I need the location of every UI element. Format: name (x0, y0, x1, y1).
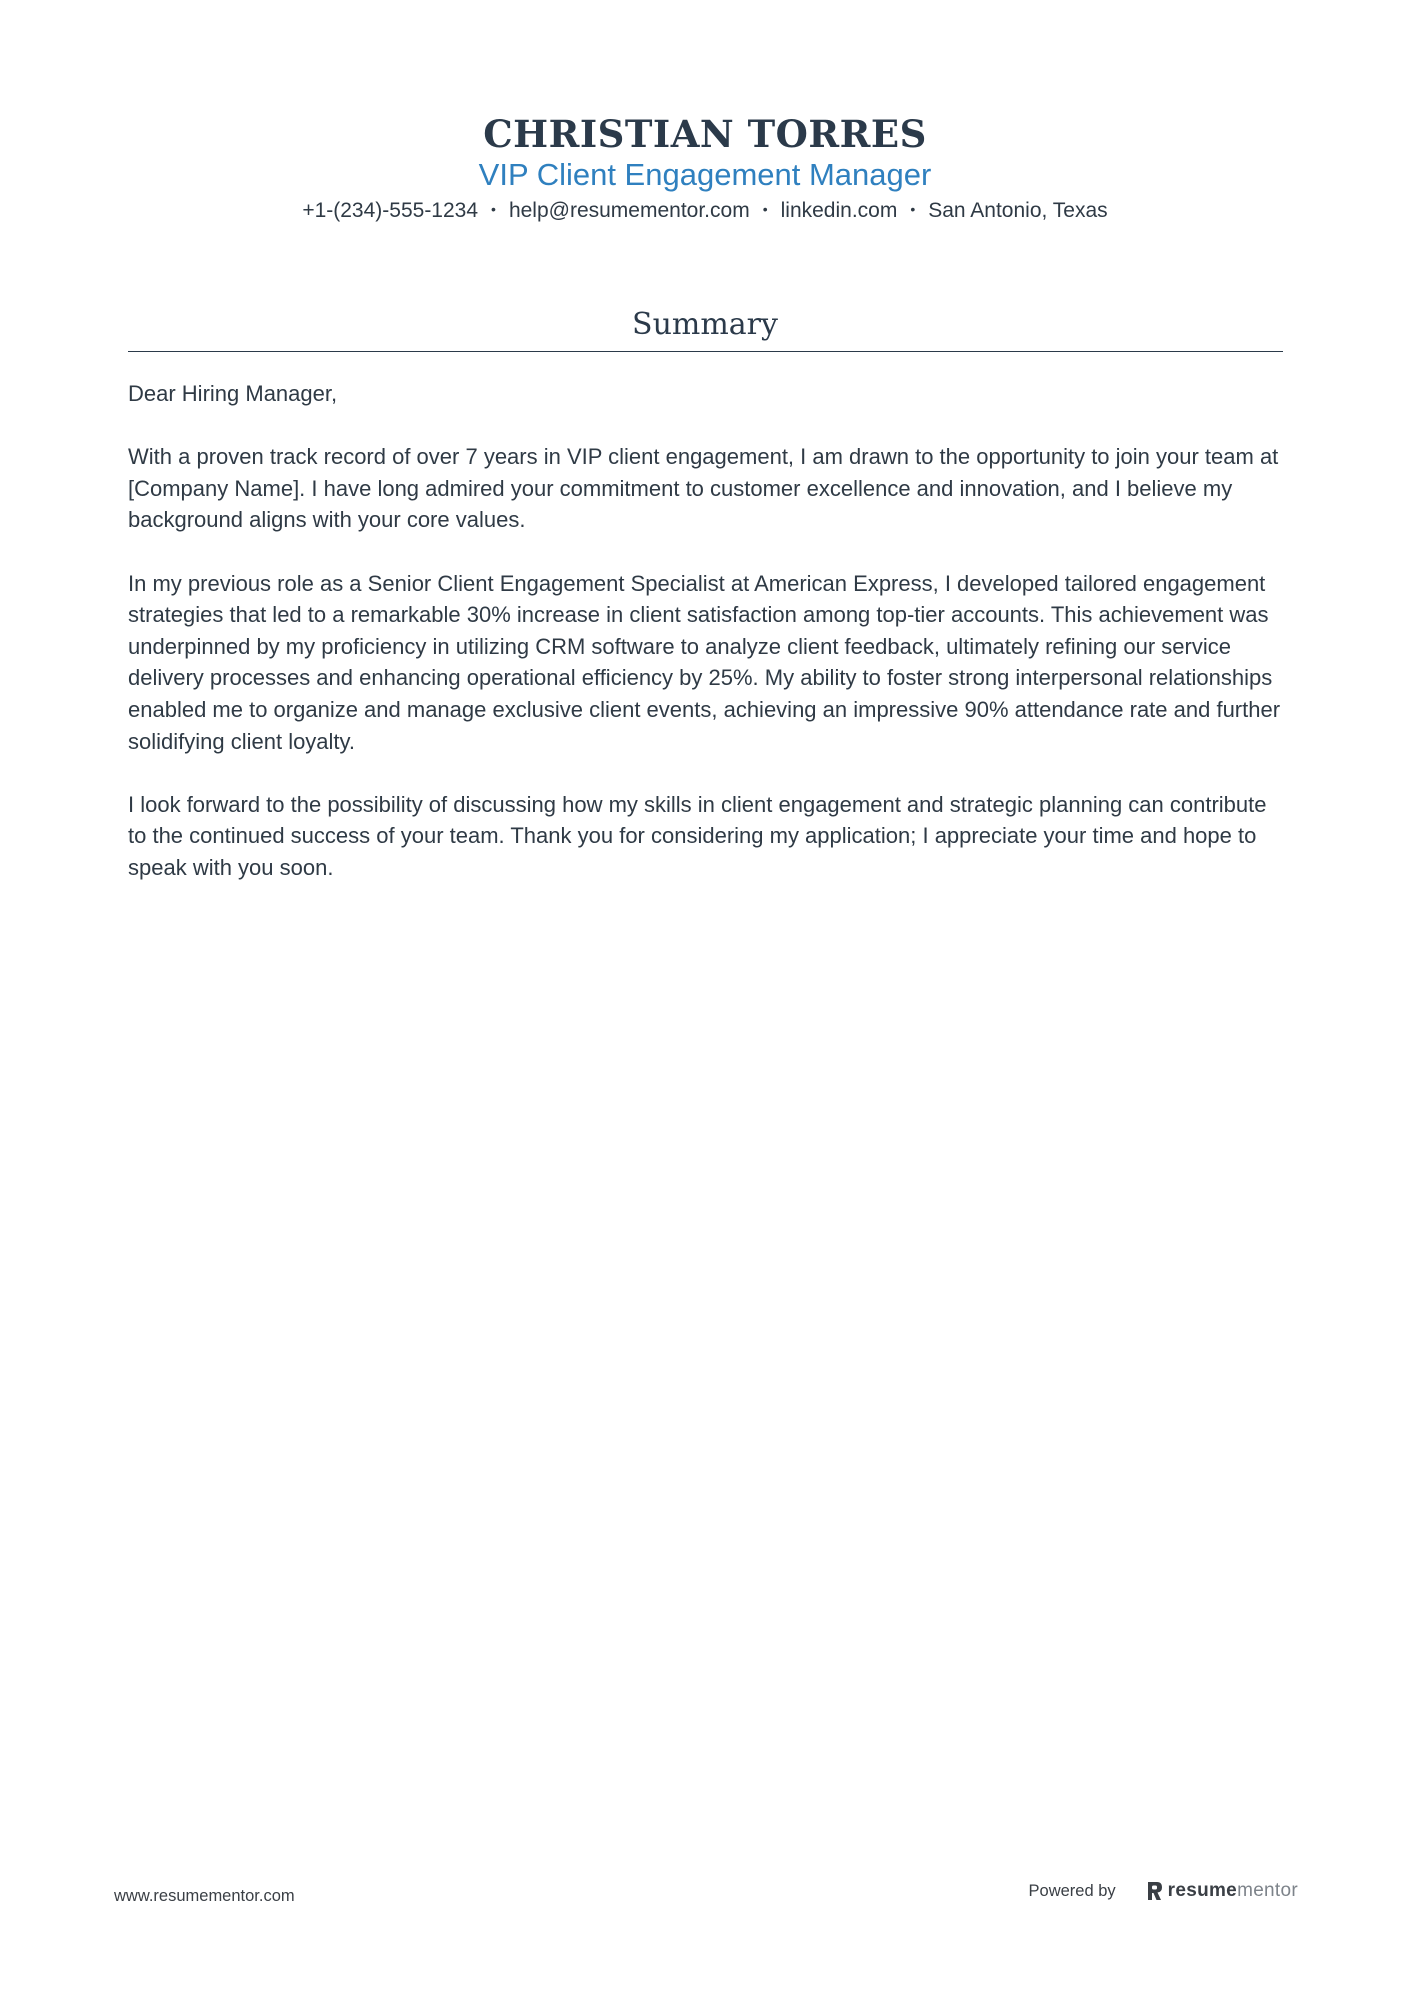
brand-name-bold: resume (1167, 1880, 1238, 1901)
letter-paragraph: In my previous role as a Senior Client Engagement Specialist at American Express, I developed tailored engagement strategies that led to a remarkable 30% increase in client satisfaction among top-tier accounts. This achievement was underpinned by my proficiency in utilizing CRM software to analyze client feedback, ultimately refining our service delivery processes and enhancing operational efficiency by 25%. My ability to foster strong interpersonal relationships enabled me to organize and manage exclusive client events, achieving an impressive 90% attendance rate and further solidifying client loyalty. (128, 570, 1281, 754)
letter-paragraph: With a proven track record of over 7 years in VIP client engagement, I am drawn to the opportunity to join your team at [Company Name]. I have long admired your commitment to customer excellence and innovation, and I believe my background aligns with your core values. (128, 444, 1279, 533)
footer-branding (1029, 1880, 1298, 1902)
contact-separator: • (910, 201, 916, 218)
applicant-name: CHRISTIAN TORRES (483, 112, 927, 156)
contact-separator: • (491, 201, 496, 218)
contact-phone: +1-(234)-555-1234 (302, 199, 479, 222)
contact-line (0, 196, 1410, 226)
contact-email[interactable]: help@resumementor.com (508, 199, 750, 222)
letter-greeting: Dear Hiring Manager, (128, 381, 338, 406)
resumementor-logo-icon (1146, 1880, 1164, 1902)
job-title: VIP Client Engagement Manager (478, 157, 932, 192)
footer-website[interactable]: www.resumementor.com (114, 1887, 295, 1905)
brand-name-light: mentor (1237, 1880, 1298, 1901)
contact-linkedin[interactable]: linkedin.com (780, 199, 898, 222)
contact-separator: • (762, 201, 768, 218)
section-divider (128, 351, 1283, 352)
section-title-summary: Summary (632, 307, 778, 342)
letter-header (0, 112, 1410, 226)
letter-paragraph: I look forward to the possibility of discussing how my skills in client engagement and strategic planning can contribute to the continued success of your team. Thank you for considering my application; I appreciate your time and hope to speak with you soon. (128, 791, 1267, 880)
brand-logo[interactable] (1146, 1880, 1298, 1902)
letter-body (128, 378, 1288, 915)
powered-by-label: Powered by (1028, 1881, 1116, 1900)
contact-location: San Antonio, Texas (928, 199, 1108, 222)
